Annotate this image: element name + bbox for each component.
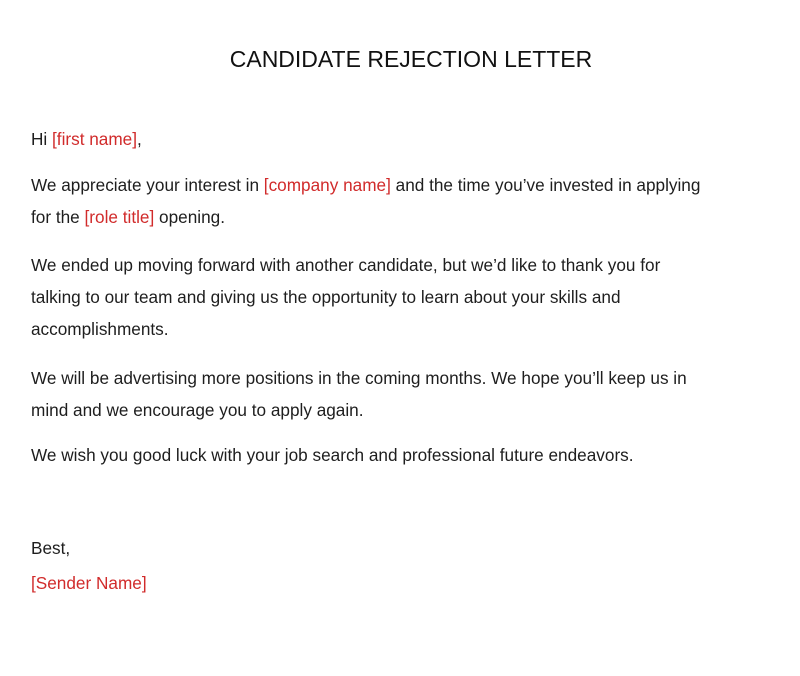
paragraph3-line2: mind and we encourage you to apply again.	[31, 400, 364, 420]
paragraph1-line1-pre: We appreciate your interest in	[31, 175, 264, 195]
paragraph-decision	[31, 249, 791, 345]
closing-salutation: Best,	[31, 538, 71, 558]
greeting-prefix: Hi	[31, 129, 53, 149]
paragraph4-line1: We wish you good luck with your job search and professional future endeavors.	[31, 445, 634, 465]
first-name-placeholder: [first name]	[52, 129, 138, 149]
paragraph-appreciation	[31, 169, 791, 233]
company-name-placeholder: [company name]	[263, 175, 391, 195]
paragraph-future-positions	[31, 362, 791, 426]
paragraph1-line2-post: opening.	[154, 207, 225, 227]
paragraph3-line1: We will be advertising more positions in the coming months. We hope you’ll keep us in	[31, 368, 687, 388]
paragraph2-line1: We ended up moving forward with another candidate, but we’d like to thank you for	[31, 255, 661, 275]
paragraph2-line2: talking to our team and giving us the opportunity to learn about your skills and	[31, 287, 621, 307]
paragraph-good-luck	[31, 439, 791, 471]
paragraph1-line1-post: and the time you’ve invested in applying	[390, 175, 701, 195]
role-title-placeholder: [role title]	[84, 207, 155, 227]
letter-title: CANDIDATE REJECTION LETTER	[229, 46, 593, 72]
paragraph1-line2-pre: for the	[31, 207, 85, 227]
greeting-suffix: ,	[137, 129, 142, 149]
greeting-line	[31, 123, 791, 155]
paragraph2-line3: accomplishments.	[31, 319, 169, 339]
sender-name-placeholder: [Sender Name]	[31, 573, 147, 593]
